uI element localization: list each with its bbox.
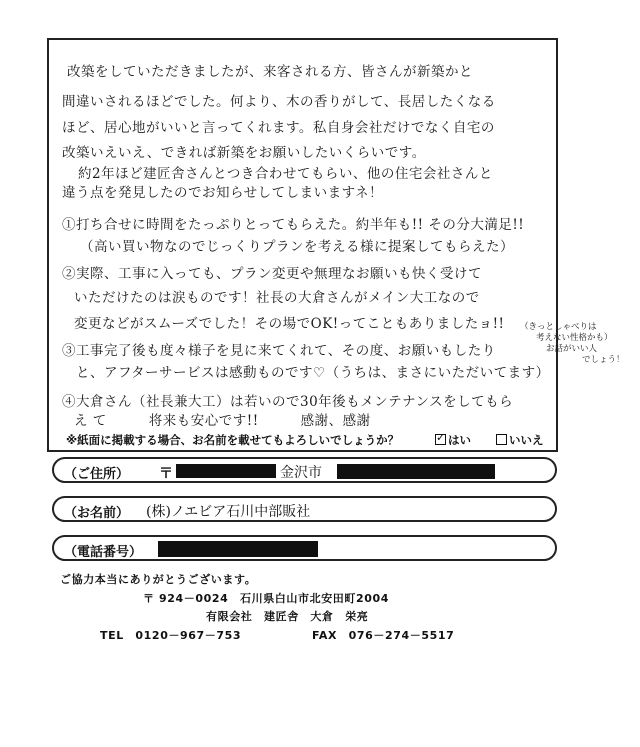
company-fax: FAX 076－274－5517: [312, 629, 455, 642]
margin-note-line: 考えない性格かも）: [536, 333, 613, 343]
testimonial-line: ①打ち合せに時間をたっぷりとってもらえた。約半年も!! その分大満足!!: [62, 217, 525, 233]
testimonial-line: と、アフターサービスは感動ものです♡（うちは、まさにいただいてます）: [76, 365, 550, 381]
address-field[interactable]: [52, 457, 557, 483]
margin-note-line: でしょう！: [582, 355, 625, 365]
testimonial-line: 改築をしていただきましたが、来客される方、皆さんが新築かと: [67, 64, 473, 80]
testimonial-line: いただけたのは涙ものです！社長の大倉さんがメイン大工なので: [74, 290, 480, 306]
testimonial-line: 改築いえいえ、できれば新築をお願いしたいくらいです。: [62, 145, 426, 161]
consent-question: ※紙面に掲載する場合、お名前を載せてもよろしいでしょうか？: [66, 433, 400, 447]
redacted-address: [337, 464, 495, 479]
testimonial-line: 間違いされるほどでした。何より、木の香りがして、長居したくなる: [62, 94, 496, 110]
testimonial-line: ③工事完了後も度々様子を見に来てくれて、その度、お願いもしたり: [62, 343, 496, 359]
testimonial-line: （高い買い物なのでじっくりプランを考える様に提案してもらえた）: [80, 239, 514, 255]
testimonial-line: 違う点を発見したのでお知らせしてしまいますネ！: [62, 185, 384, 201]
testimonial-line: え て 将来も安心です!! 感謝、感謝: [74, 413, 371, 429]
consent-yes-option[interactable]: [435, 432, 471, 448]
company-address: 〒 924－0024 石川県白山市北安田町2004: [143, 592, 390, 605]
testimonial-line: 変更などがスムーズでした！その場でOK!ってこともありましたョ!!: [74, 316, 505, 332]
redacted-postal-code: [176, 464, 276, 478]
testimonial-line: 約2年ほど建匠舎さんとつき合わせてもらい、他の住宅会社さんと: [78, 166, 493, 182]
consent-yes-checkbox[interactable]: [435, 434, 446, 445]
phone-label: （電話番号）: [64, 545, 143, 560]
consent-no-label: いいえ: [509, 433, 544, 447]
margin-note-line: お話がいい人: [546, 344, 598, 354]
redacted-phone: [158, 541, 318, 557]
name-label: （お名前）: [64, 506, 130, 521]
postal-mark: 〒: [159, 466, 173, 482]
testimonial-line: ④大倉さん（社長兼大工）は若いので30年後もメンテナンスをしてもら: [62, 394, 514, 410]
testimonial-line: ②実際、工事に入っても、プラン変更や無理なお願いも快く受けて: [62, 266, 482, 282]
address-label: （ご住所）: [64, 467, 130, 482]
testimonial-line: ほど、居心地がいいと言ってくれます。私自身会社だけでなく自宅の: [62, 120, 495, 136]
name-field[interactable]: [52, 496, 557, 522]
consent-no-option[interactable]: [496, 432, 544, 448]
company-name: 有限会社 建匠舎 大倉 栄亮: [206, 610, 369, 623]
margin-note-line: （きっとしゃべりは: [520, 322, 597, 332]
name-value: (株)ノエビア石川中部販社: [146, 504, 311, 520]
thanks-message: ご協力本当にありがとうございます。: [60, 573, 257, 586]
company-tel: TEL 0120－967－753: [100, 629, 242, 642]
consent-yes-label: はい: [448, 433, 471, 447]
consent-no-checkbox[interactable]: [496, 434, 507, 445]
address-value: 金沢市: [280, 465, 322, 481]
phone-field[interactable]: [52, 535, 557, 561]
